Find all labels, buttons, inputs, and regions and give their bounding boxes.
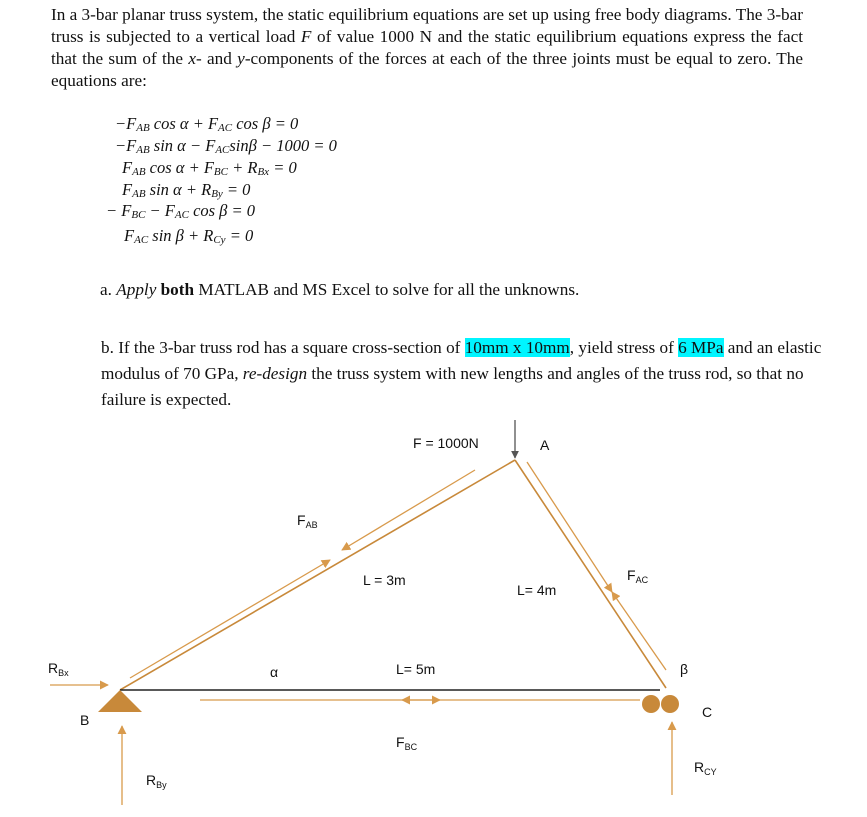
truss-diagram: [0, 420, 867, 817]
question-b: b. If the 3-bar truss rod has a square cross-section of 10mm x 10mm, yield stress of 6 MPa and an elastic modulus of 70 GPa, re-design the truss system with new lengths and angles of the truss rod, so that no failure is expected.: [101, 338, 822, 409]
member-ac: [515, 460, 666, 688]
angle-beta-label: β: [680, 661, 689, 677]
equation-4: $F_{AB}$ $\sin \alpha + R_{By} = 0$: [122, 180, 251, 200]
equation-5: − $F_{BC} - F_{AC}$ cos β = 0: [106, 201, 256, 221]
equation-1: $-F_{AB}$ $\cos \alpha + F_{AC}$ cos β = 0: [115, 114, 299, 134]
reaction-rby-label: $R_{By}$: [146, 772, 167, 790]
reaction-rcy-label: $R_{CY}$: [694, 759, 717, 777]
joint-c-label: C: [702, 704, 713, 720]
roller-support-c-1: [642, 695, 660, 713]
arrow-fac-lower: [612, 592, 666, 670]
equation-3: $F_{AB}$ $\cos \alpha + F_{BC} + R_{Bx} = 0$: [122, 158, 297, 178]
highlight-yield-stress: 6 MPa: [678, 338, 724, 357]
joint-b-label: B: [80, 712, 90, 728]
roller-support-c-2: [661, 695, 679, 713]
member-ab: [120, 460, 515, 690]
arrow-fab-lower: [130, 560, 330, 678]
arrow-fab-upper: [342, 470, 475, 550]
equation-6: $F_{AC}$ $\sin \beta + R_{Cy} = 0$: [124, 226, 254, 246]
force-fac-label: $F_{AC}$: [627, 567, 649, 585]
angle-alpha-label: α: [270, 664, 279, 680]
load-label: F = 1000N: [413, 435, 479, 451]
highlight-cross-section: 10mm x 10mm: [464, 338, 570, 357]
length-ab-label: L = 3m: [363, 572, 406, 588]
force-fab-label: $F_{AB}$: [297, 512, 318, 530]
equation-2: $-F_{AB}$ $\sin \alpha - F_{AC}\sin\beta - 1000 = 0$: [115, 136, 337, 156]
reaction-rbx-label: $R_{Bx}$: [48, 660, 69, 678]
joint-a-label: A: [540, 437, 550, 453]
length-ac-label: L= 4m: [517, 582, 557, 598]
problem-statement: In a 3-bar planar truss system, the static equilibrium equations are set up using free body diagrams. The 3-bar truss is subjected to a vertical load F of value 1000 N and the static equilibrium equations express the fact that the sum of the x- and y-components of the forces at each of the three joints must be equal to zero. The equations are:: [51, 5, 803, 90]
force-fbc-label: $F_{BC}$: [396, 734, 418, 752]
pin-support-b: [98, 690, 142, 712]
arrow-fac-upper: [527, 462, 612, 592]
length-bc-label: L= 5m: [396, 661, 436, 677]
question-a: a. Apply both MATLAB and MS Excel to solve for all the unknowns.: [100, 280, 580, 299]
